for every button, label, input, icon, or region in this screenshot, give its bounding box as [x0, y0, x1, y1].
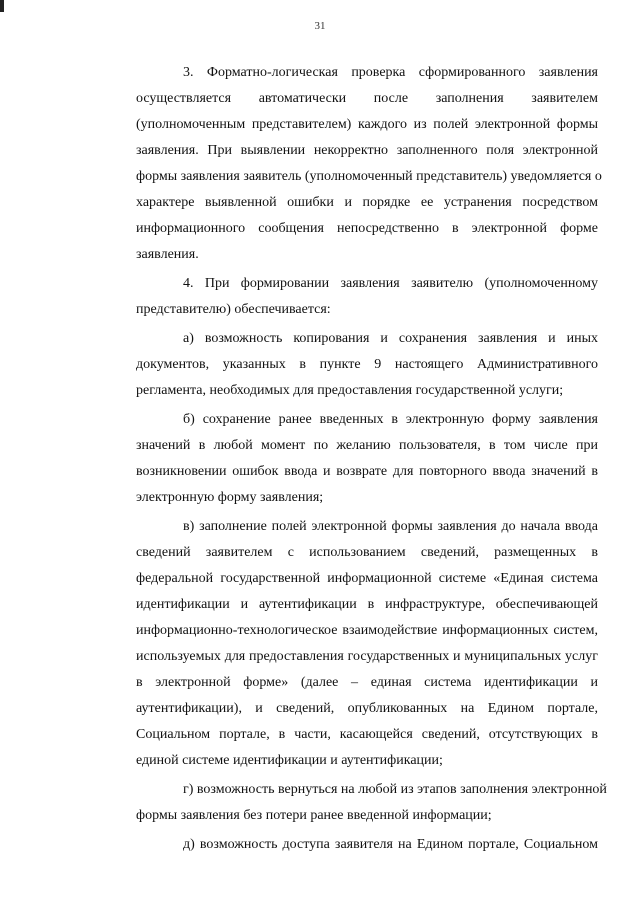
text-line: формы заявления заявитель (уполномоченный представитель) уведомляется о [136, 169, 602, 184]
text-line: информационно-технологическое взаимодействие информационных систем, [136, 623, 598, 638]
text-line: 4. При формировании заявления заявителю (уполномоченному [183, 276, 598, 291]
subparagraph-v [89, 514, 598, 774]
text-line: сведений заявителем с использованием сведений, размещенных в [136, 545, 598, 560]
text-line: формы заявления без потери ранее введенной информации; [136, 808, 492, 823]
text-line: федеральной государственной информационной системе «Единая система [136, 571, 598, 586]
text-line: представителю) обеспечивается: [136, 302, 331, 317]
text-line: используемых для предоставления государственных и муниципальных услуг [136, 649, 598, 664]
text-line: Социальном портале, в части, касающейся сведений, отсутствующих в [136, 727, 598, 742]
scan-corner-mark [0, 0, 4, 12]
text-line: в) заполнение полей электронной формы заявления до начала ввода [183, 519, 598, 534]
text-line: д) возможность доступа заявителя на Едином портале, Социальном [183, 837, 598, 852]
text-line: возникновении ошибок ввода и возврате для повторного ввода значений в [136, 464, 598, 479]
document-body [89, 60, 607, 861]
text-line: заявления. [136, 247, 199, 262]
text-line: б) сохранение ранее введенных в электронную форму заявления [183, 412, 598, 427]
paragraph-3-format-check [89, 60, 602, 268]
text-line: г) возможность вернуться на любой из этапов заполнения электронной [183, 782, 607, 797]
page-number: 31 [314, 20, 326, 32]
text-line: информационного сообщения непосредственно в электронной форме [136, 221, 598, 236]
subparagraph-g [89, 777, 607, 829]
subparagraph-a [89, 326, 598, 404]
text-line: заявления. При выявлении некорректно заполненного поля электронной [136, 143, 598, 158]
text-line: а) возможность копирования и сохранения заявления и иных [183, 331, 598, 346]
paragraph-4-application-forming [89, 271, 598, 323]
text-line: (уполномоченным представителем) каждого из полей электронной формы [136, 117, 598, 132]
subparagraph-d [89, 832, 598, 858]
subparagraph-b [89, 407, 598, 511]
text-line: единой системе идентификации и аутентификации; [136, 753, 443, 768]
text-line: значений в любой момент по желанию пользователя, в том числе при [136, 438, 598, 453]
text-line: регламента, необходимых для предоставления государственной услуги; [136, 383, 564, 398]
text-line: аутентификации), и сведений, опубликованных на Едином портале, [136, 701, 598, 716]
text-line: идентификации и аутентификации в инфраструктуре, обеспечивающей [136, 597, 598, 612]
text-line: характере выявленной ошибки и порядке ее устранения посредством [136, 195, 598, 210]
text-line: в электронной форме» (далее – единая система идентификации и [136, 675, 598, 690]
text-line: осуществляется автоматически после заполнения заявителем [136, 91, 598, 106]
text-line: документов, указанных в пункте 9 настоящего Административного [136, 357, 598, 372]
text-line: электронную форму заявления; [136, 490, 324, 505]
text-line: 3. Форматно-логическая проверка сформированного заявления [183, 65, 598, 80]
